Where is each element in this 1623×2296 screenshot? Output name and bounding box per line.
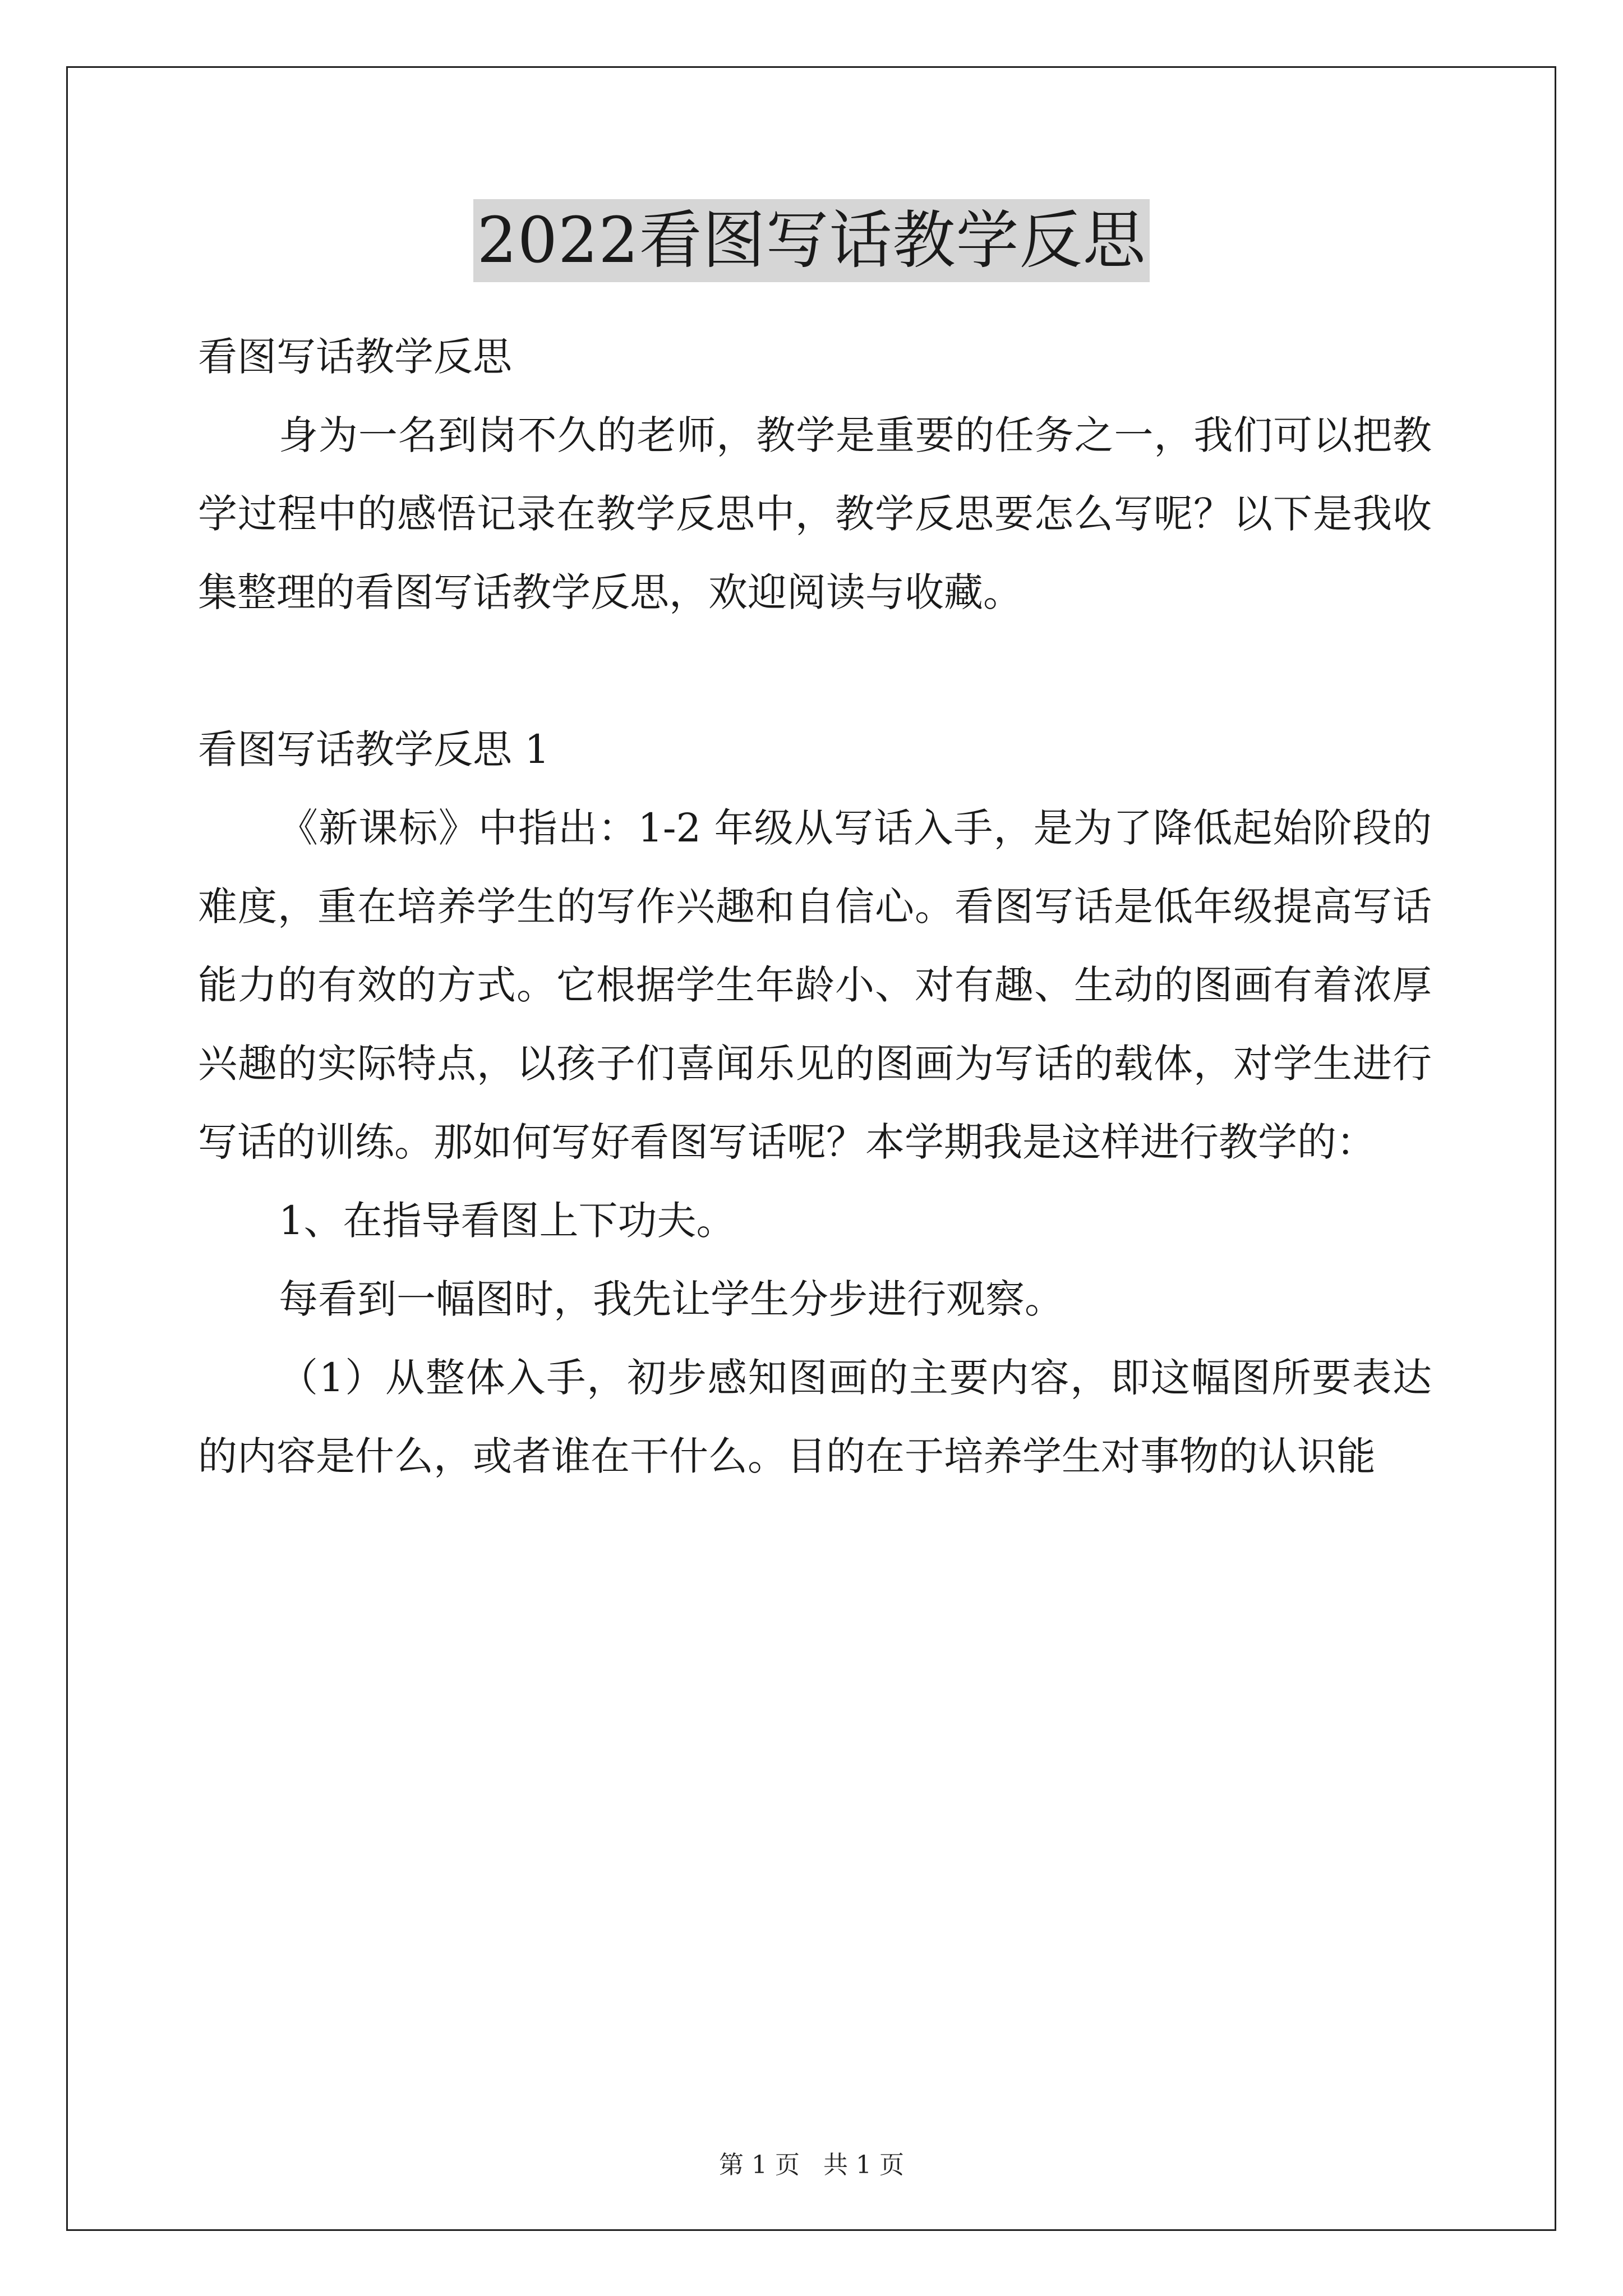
document-body — [198, 318, 1432, 1496]
body-paragraph-3: （1）从整体入手，初步感知图画的主要内容，即这幅图所要表达的内容是什么，或者谁在干什么。目的在于培养学生对事物的认识能 — [198, 1355, 1432, 1479]
section-spacer — [198, 632, 1432, 710]
body-paragraph-1: 《新课标》中指出：1-2 年级从写话入手，是为了降低起始阶段的难度，重在培养学生的写作兴趣和自信心。看图写话是低年级提高写话能力的有效的方式。它根据学生年龄小、对有趣、生动的图画有着浓厚兴趣的实际特点，以孩子们喜闻乐见的图画为写话的载体，对学生进行写话的训练。那如何写好看图写话呢？本学期我是这样进行教学的： — [198, 805, 1432, 1165]
title-container — [0, 199, 1623, 282]
point-1: 1、在指导看图上下功夫。 — [279, 1198, 736, 1244]
body-paragraph-2: 每看到一幅图时，我先让学生分步进行观察。 — [279, 1276, 1064, 1322]
document-title: 2022看图写话教学反思 — [473, 199, 1149, 282]
document-subtitle: 看图写话教学反思 — [198, 334, 512, 380]
page-number: 第 1 页 — [719, 2151, 800, 2179]
intro-paragraph: 身为一名到岗不久的老师，教学是重要的任务之一，我们可以把教学过程中的感悟记录在教学反思中，教学反思要怎么写呢？以下是我收集整理的看图写话教学反思，欢迎阅读与收藏。 — [198, 412, 1432, 615]
page-total: 共 1 页 — [823, 2151, 904, 2179]
section-heading: 看图写话教学反思 1 — [198, 726, 550, 772]
page-footer — [0, 2148, 1623, 2182]
